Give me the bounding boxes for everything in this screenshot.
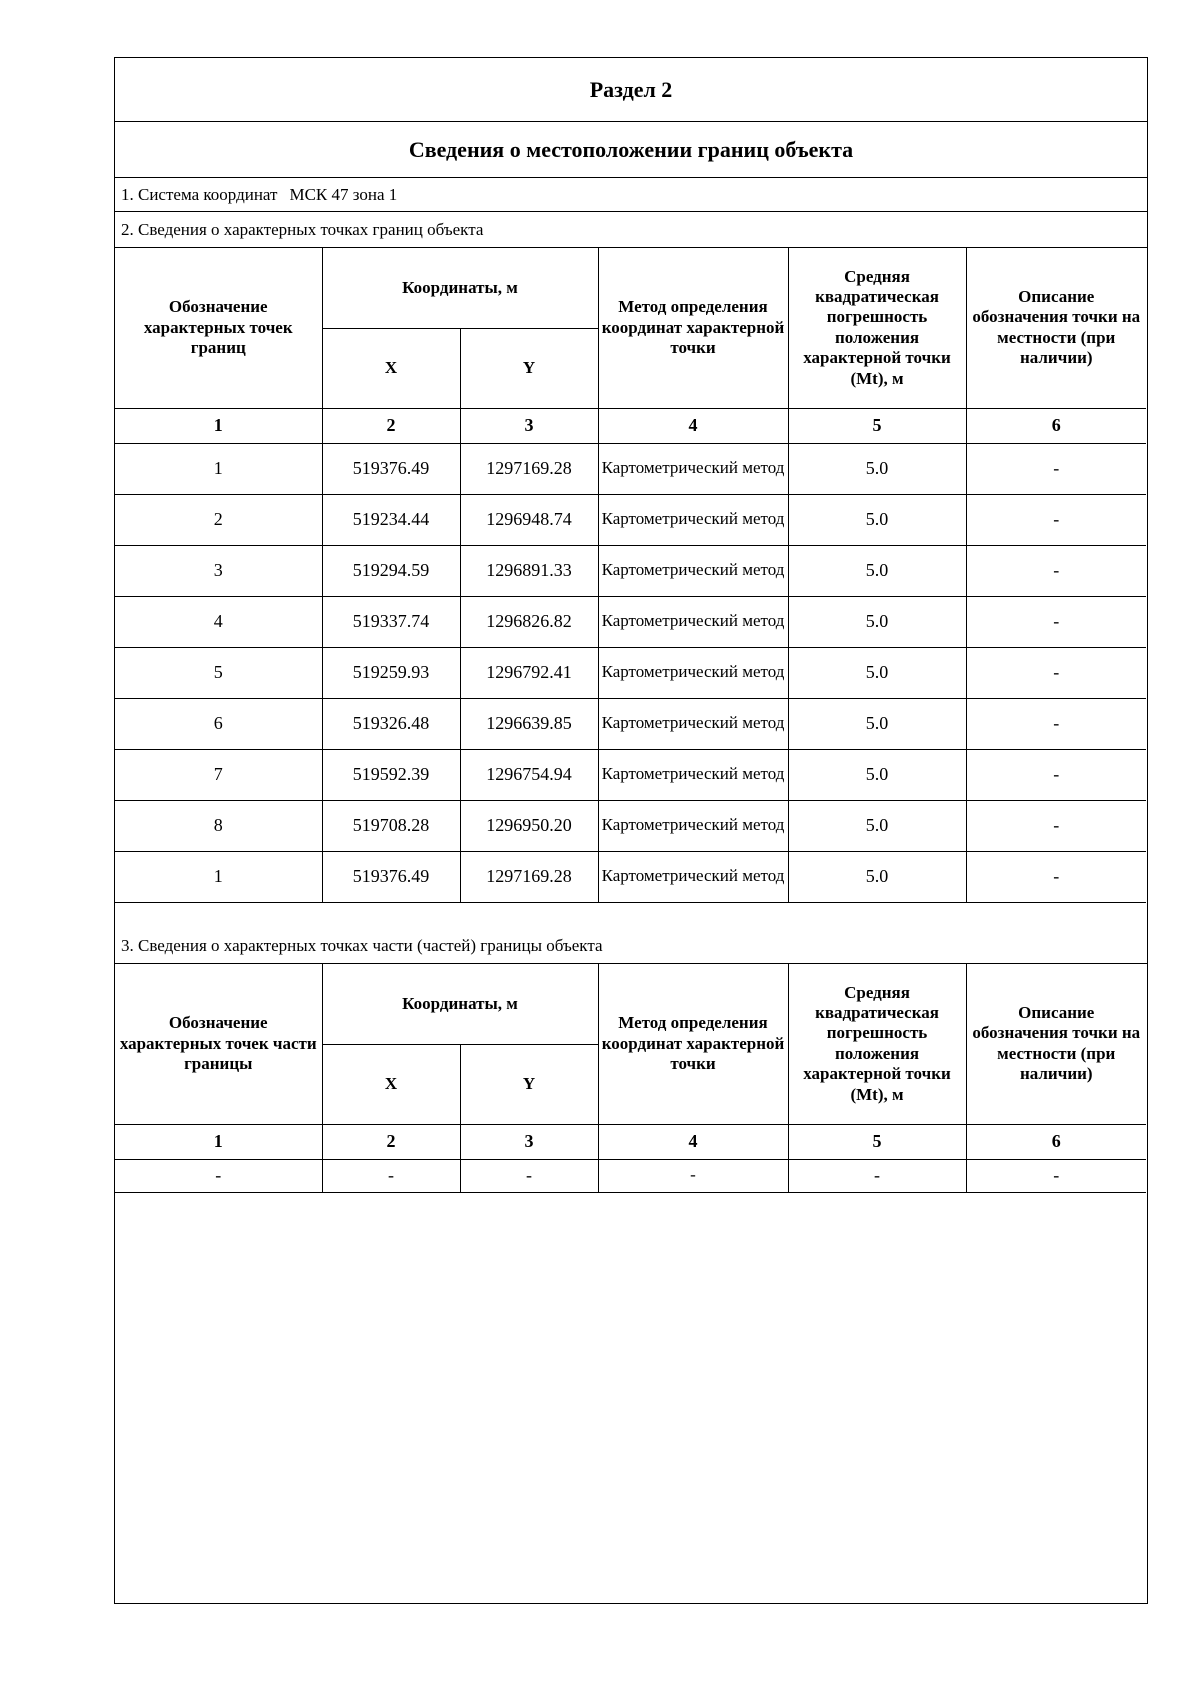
description-cell: -	[966, 749, 1146, 800]
header-description: Описание обозначения точки на местности (при наличии)	[966, 248, 1146, 408]
y-coordinate-cell: 1296826.82	[460, 596, 598, 647]
column-number: 3	[460, 1124, 598, 1159]
x-coordinate-cell: -	[322, 1159, 460, 1192]
y-coordinate-cell: 1296792.41	[460, 647, 598, 698]
method-cell: Картометрический метод	[598, 800, 788, 851]
x-coordinate-cell: 519234.44	[322, 494, 460, 545]
accuracy-cell: 5.0	[788, 698, 966, 749]
x-coordinate-cell: 519708.28	[322, 800, 460, 851]
accuracy-cell: 5.0	[788, 596, 966, 647]
point-cell: 2	[115, 494, 322, 545]
accuracy-cell: -	[788, 1159, 966, 1192]
method-cell: Картометрический метод	[598, 443, 788, 494]
description-cell: -	[966, 800, 1146, 851]
document-title: Сведения о местоположении границ объекта	[115, 122, 1147, 178]
point-cell: 4	[115, 596, 322, 647]
header-designation: Обозначение характерных точек части границы	[115, 964, 322, 1124]
header-method: Метод определения координат характерной точки	[598, 248, 788, 408]
point-cell: 8	[115, 800, 322, 851]
method-cell: Картометрический метод	[598, 698, 788, 749]
table-row	[115, 647, 1146, 698]
header-y: Y	[460, 1044, 598, 1124]
header-coordinates: Координаты, м	[322, 964, 598, 1044]
table-row	[115, 749, 1146, 800]
column-number: 6	[966, 408, 1146, 443]
x-coordinate-cell: 519376.49	[322, 851, 460, 902]
column-number: 2	[322, 408, 460, 443]
header-x: X	[322, 328, 460, 408]
x-coordinate-cell: 519376.49	[322, 443, 460, 494]
accuracy-cell: 5.0	[788, 647, 966, 698]
header-accuracy: Средняя квадратическая погрешность положения характерной точки (Mt), м	[788, 248, 966, 408]
header-designation: Обозначение характерных точек границ	[115, 248, 322, 408]
header-y: Y	[460, 328, 598, 408]
accuracy-cell: 5.0	[788, 800, 966, 851]
accuracy-cell: 5.0	[788, 494, 966, 545]
accuracy-cell: 5.0	[788, 749, 966, 800]
column-number: 5	[788, 1124, 966, 1159]
y-coordinate-cell: 1296891.33	[460, 545, 598, 596]
description-cell: -	[966, 494, 1146, 545]
accuracy-cell: 5.0	[788, 851, 966, 902]
description-cell: -	[966, 443, 1146, 494]
part-boundary-points-table	[115, 964, 1146, 1193]
method-cell: -	[598, 1159, 788, 1192]
point-cell: 6	[115, 698, 322, 749]
description-cell: -	[966, 596, 1146, 647]
boundary-points-table	[115, 248, 1146, 903]
point-cell: 1	[115, 851, 322, 902]
table1-caption: 2. Сведения о характерных точках границ объекта	[115, 212, 1147, 248]
method-cell: Картометрический метод	[598, 851, 788, 902]
column-numbers-row	[115, 1124, 1146, 1159]
y-coordinate-cell: -	[460, 1159, 598, 1192]
header-x: X	[322, 1044, 460, 1124]
header-accuracy: Средняя квадратическая погрешность положения характерной точки (Mt), м	[788, 964, 966, 1124]
x-coordinate-cell: 519592.39	[322, 749, 460, 800]
method-cell: Картометрический метод	[598, 596, 788, 647]
method-cell: Картометрический метод	[598, 749, 788, 800]
column-number: 4	[598, 408, 788, 443]
column-number: 6	[966, 1124, 1146, 1159]
y-coordinate-cell: 1296950.20	[460, 800, 598, 851]
table-row	[115, 545, 1146, 596]
table-row	[115, 443, 1146, 494]
table-row	[115, 851, 1146, 902]
y-coordinate-cell: 1296754.94	[460, 749, 598, 800]
y-coordinate-cell: 1296639.85	[460, 698, 598, 749]
header-method: Метод определения координат характерной точки	[598, 964, 788, 1124]
description-cell: -	[966, 545, 1146, 596]
table-row	[115, 698, 1146, 749]
table-row	[115, 800, 1146, 851]
document-frame	[114, 57, 1148, 1604]
x-coordinate-cell: 519294.59	[322, 545, 460, 596]
section-title: Раздел 2	[115, 58, 1147, 122]
column-number: 5	[788, 408, 966, 443]
table-row	[115, 494, 1146, 545]
x-coordinate-cell: 519326.48	[322, 698, 460, 749]
point-cell: 5	[115, 647, 322, 698]
y-coordinate-cell: 1296948.74	[460, 494, 598, 545]
x-coordinate-cell: 519259.93	[322, 647, 460, 698]
y-coordinate-cell: 1297169.28	[460, 443, 598, 494]
accuracy-cell: 5.0	[788, 443, 966, 494]
method-cell: Картометрический метод	[598, 545, 788, 596]
accuracy-cell: 5.0	[788, 545, 966, 596]
header-coordinates: Координаты, м	[322, 248, 598, 328]
column-number: 4	[598, 1124, 788, 1159]
y-coordinate-cell: 1297169.28	[460, 851, 598, 902]
description-cell: -	[966, 647, 1146, 698]
table-row	[115, 596, 1146, 647]
point-cell: 3	[115, 545, 322, 596]
column-number: 3	[460, 408, 598, 443]
column-number: 2	[322, 1124, 460, 1159]
method-cell: Картометрический метод	[598, 647, 788, 698]
description-cell: -	[966, 851, 1146, 902]
column-number: 1	[115, 1124, 322, 1159]
x-coordinate-cell: 519337.74	[322, 596, 460, 647]
header-description: Описание обозначения точки на местности (при наличии)	[966, 964, 1146, 1124]
coordinate-system-line	[115, 178, 1147, 212]
column-number: 1	[115, 408, 322, 443]
description-cell: -	[966, 698, 1146, 749]
point-cell: 1	[115, 443, 322, 494]
table-row	[115, 1159, 1146, 1192]
coordinate-system-value: МСК 47 зона 1	[289, 184, 398, 204]
point-cell: 7	[115, 749, 322, 800]
column-numbers-row	[115, 408, 1146, 443]
description-cell: -	[966, 1159, 1146, 1192]
method-cell: Картометрический метод	[598, 494, 788, 545]
coordinate-system-label: 1. Система координат	[121, 184, 278, 204]
point-cell: -	[115, 1159, 322, 1192]
table2-caption: 3. Сведения о характерных точках части (частей) границы объекта	[115, 928, 1147, 964]
